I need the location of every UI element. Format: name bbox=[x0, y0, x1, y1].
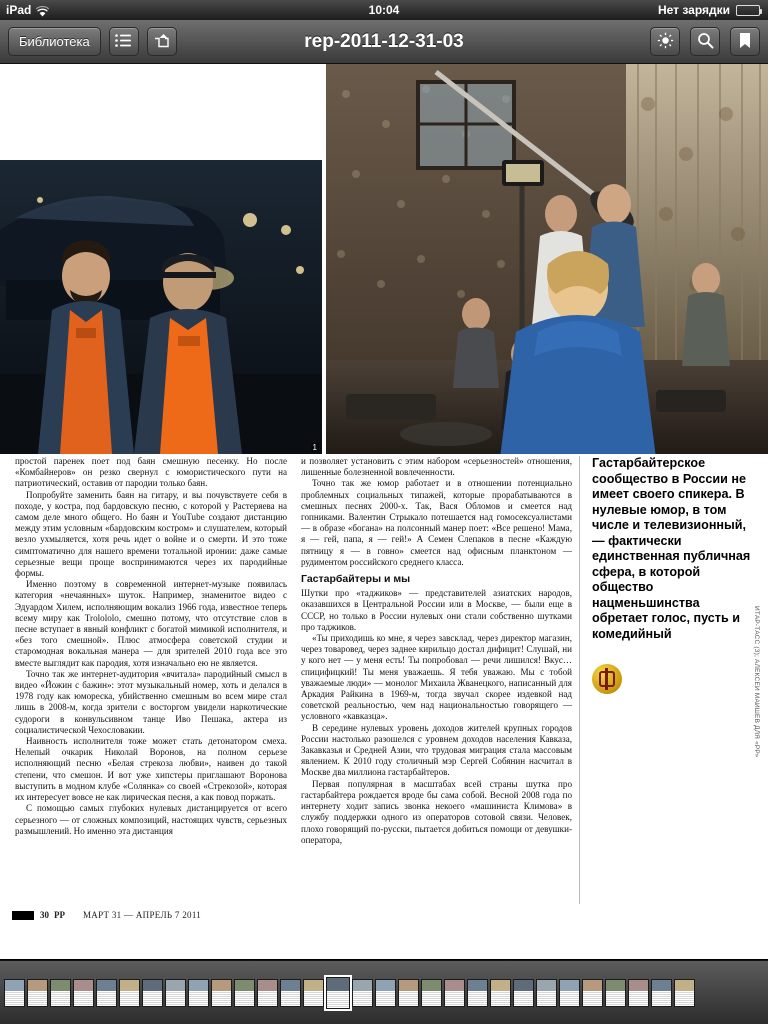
thumbnail-text bbox=[468, 991, 487, 1005]
paragraph: «Ты приходишь ко мне, я через завсклад, через директор магазин, через товаровед, через заднее кирильцо достал дифицит! Слушай, ни у кого нет — у меня есть! Ты попробовал — речи лишился! Вкус… спицифицкий! Ты меня уважаешь. Я тебя уважаю. Мы с тобой уважаемые люди» — монолог Михаила Жванецкого, написанный для Аркадия Райкина в 1969-м, тогда звучал скорее издевкой над советской реальностью, чем над национальностью говорящего — условного «кавказца». bbox=[301, 633, 572, 722]
thumbnail-image bbox=[258, 980, 277, 992]
thumbnail-page[interactable] bbox=[444, 979, 465, 1007]
column-3-pullquote bbox=[580, 456, 760, 926]
thumbnail-image bbox=[422, 980, 441, 992]
thumbnail-image bbox=[583, 980, 602, 992]
thumbnail-image bbox=[514, 980, 533, 992]
thumbnail-page[interactable] bbox=[234, 979, 255, 1007]
thumbnail-page[interactable] bbox=[651, 979, 672, 1007]
thumbnail-page[interactable] bbox=[559, 979, 580, 1007]
thumbnail-page[interactable] bbox=[513, 979, 534, 1007]
photo-two-men bbox=[0, 160, 322, 454]
thumbnail-page[interactable] bbox=[490, 979, 511, 1007]
thumbnail-text bbox=[560, 991, 579, 1005]
thumbnail-page[interactable] bbox=[280, 979, 301, 1007]
thumbnail-image bbox=[606, 980, 625, 992]
thumbnail-image bbox=[189, 980, 208, 992]
clock: 10:04 bbox=[368, 3, 400, 17]
thumbnail-image bbox=[143, 980, 162, 992]
page-footer bbox=[0, 904, 768, 926]
thumbnail-text bbox=[652, 991, 671, 1005]
thumbnail-page[interactable] bbox=[628, 979, 649, 1007]
search-icon bbox=[697, 32, 714, 52]
photo-left-caption: 1 bbox=[312, 443, 317, 452]
thumbnail-image bbox=[51, 980, 70, 992]
library-button-label: Библиотека bbox=[19, 34, 90, 49]
thumbnail-page[interactable] bbox=[582, 979, 603, 1007]
thumbnail-text bbox=[189, 991, 208, 1005]
paragraph: Шутки про «таджиков» — представителей азиатских народов, оказавшихся в Центральной России или в Москве, — были еще в СССР, но только в России нулевых они стали собственно шутками про таджиков. bbox=[301, 588, 572, 632]
thumbnail-text bbox=[258, 991, 277, 1005]
thumbnail-page[interactable] bbox=[257, 979, 278, 1007]
thumbnail-image bbox=[491, 980, 510, 992]
thumbnail-image bbox=[235, 980, 254, 992]
thumbnail-image bbox=[353, 980, 372, 992]
thumbnail-text bbox=[51, 991, 70, 1005]
thumbnail-text bbox=[399, 991, 418, 1005]
thumbnail-text bbox=[304, 991, 323, 1005]
thumbnail-page[interactable] bbox=[211, 979, 232, 1007]
thumbnail-text bbox=[281, 991, 300, 1005]
library-button[interactable] bbox=[8, 27, 101, 56]
thumbnail-text bbox=[212, 991, 231, 1005]
thumbnail-text bbox=[583, 991, 602, 1005]
footer-rule bbox=[12, 911, 34, 920]
thumbnail-image bbox=[560, 980, 579, 992]
thumbnail-image bbox=[399, 980, 418, 992]
paragraph: простой паренек поет под баян смешную песенку. Но после «Комбайнеров» он резко свернул с юмористического пути на патриотический, оставив от пародии только баян. bbox=[15, 456, 287, 489]
thumbnail-image bbox=[537, 980, 556, 992]
paragraph: В середине нулевых уровень доходов жителей крупных городов России настолько разошелся с уровнем доходов населения Кавказа, Закавказья и Средней Азии, что трудовая миграция стала массовым явлением. К 2010 году столичный мэр Сергей Собянин насчитал в Москве два миллиона гастарбайтеров. bbox=[301, 722, 572, 778]
paragraph: Точно так же интернет-аудитория «вчитала» пародийный смысл в видео «Йожин с бажин»: этот музыкальный номер, хоть и делался в 1978 году как юмореска, убийственно смешным во всем мире стал лишь в 2008-м, когда зрители с восторгом увидели наркотические судороги в конвульсивном танце Иво Пешака, актера из социалистической Чехословакии. bbox=[15, 668, 287, 735]
thumbnail-page[interactable] bbox=[375, 979, 396, 1007]
thumbnail-image bbox=[327, 978, 349, 992]
thumbnail-image bbox=[120, 980, 139, 992]
thumbnail-page[interactable] bbox=[50, 979, 71, 1007]
thumbnail-text bbox=[235, 991, 254, 1005]
thumbnail-text bbox=[376, 991, 395, 1005]
thumbnail-page[interactable] bbox=[73, 979, 94, 1007]
bookmark-icon bbox=[739, 32, 751, 52]
thumbnail-scrubber[interactable] bbox=[0, 960, 768, 1024]
thumbnail-image bbox=[376, 980, 395, 992]
thumbnail-image bbox=[304, 980, 323, 992]
article-columns bbox=[0, 456, 768, 926]
thumbnail-image bbox=[468, 980, 487, 992]
thumbnail-image bbox=[629, 980, 648, 992]
column-2 bbox=[294, 456, 580, 926]
thumbnail-text bbox=[537, 991, 556, 1005]
thumbnail-text bbox=[629, 991, 648, 1005]
paragraph: Первая популярная в масштабах всей страны шутка про гастарбайтера рождается вроде бы сама собой. Весной 2008 года по интернету ходит запись звонка некоего «машиниста Климова» в службу поддержки одного из операторов сотовой связи. Человек, плохо говорящий по-русски, пытается добиться помощи от девушки-оператора, bbox=[301, 778, 572, 845]
thumbnail-page[interactable] bbox=[467, 979, 488, 1007]
thumbnail-page[interactable] bbox=[165, 979, 186, 1007]
thumbnail-image bbox=[166, 980, 185, 992]
thumbnail-page[interactable] bbox=[398, 979, 419, 1007]
paragraph: Попробуйте заменить баян на гитару, и вы почувствуете себя в походе, у костра, под бардовскую песню, с которой у Растеряева на самом деле много общего. Но баян и YouTube создают дистанцию между этим условным «бардовским костром» и слушателем, который везло ухмыляется, хотя речь идет о войне и о смерти. И это тоже симптоматично для нашего времени тотальной иронии: даже самые серьезные вещи проще воспринимаются через их пародийные формы. bbox=[15, 489, 287, 579]
footer-magazine-mark: РР bbox=[54, 910, 65, 920]
device-label: iPad bbox=[6, 3, 32, 17]
paragraph: Именно поэтому в современной интернет-музыке появилась категория «нечаянных» шуток. Например, знаменитое видео с Эдуардом Хилем, исполняющим вокализ 1966 года, известное теперь всему миру как Trolololo, смешно потому, что отсутствие слов в песне вступает в явный конфликт с богатой мимикой исполнителя, и «без того смешной». Плюс атмосфера советской студии и старомодная вокальная манера — для зрителей 2010 года все это вместе выглядит как пародия, хотя изначально ею не является. bbox=[15, 579, 287, 668]
thumbnail-page[interactable] bbox=[421, 979, 442, 1007]
reader-toolbar bbox=[0, 20, 768, 64]
paragraph: С помощью самых глубоких нулевых дистанцируется от всего серьезного — от сложных композиций, настоящих чувств, серьезных размышлений. Но именно эта дистанция bbox=[15, 803, 287, 836]
thumbnail-text bbox=[97, 991, 116, 1005]
footer-issue-date: МАРТ 31 — АПРЕЛЬ 7 2011 bbox=[83, 910, 202, 920]
paragraph: Наивность исполнителя тоже может стать детонатором смеха. Нелепый очкарик Николай Воронов, на полном серьезе исполняющий песню «Белая стрекоза любви», наивен до такой степени, что смешон. И вот уже хипстеры приглашают Воронова выступить в модном клубе «Солянка» со своей «Стрекозой», которая их интересует вовсе не как лирическая песня, а как повод поржать. bbox=[15, 736, 287, 803]
thumbnail-page[interactable] bbox=[4, 979, 25, 1007]
battery-icon bbox=[736, 5, 760, 16]
thumbnail-image bbox=[212, 980, 231, 992]
thumbnail-text bbox=[445, 991, 464, 1005]
thumbnail-image bbox=[652, 980, 671, 992]
thumbnail-text bbox=[353, 991, 372, 1005]
share-button[interactable] bbox=[147, 27, 177, 56]
battery-status-label: Нет зарядки bbox=[657, 3, 730, 17]
photo-credit: ИТАР-ТАСС (3); АЛЕКСЕЙ МАЙШЕВ ДЛЯ «РР» bbox=[753, 606, 760, 758]
thumbnail-page[interactable] bbox=[536, 979, 557, 1007]
pull-quote: Гастарбайтерское сообщество в России не имеет своего спикера. В нулевые юмор, в том числе и телевизионный, — фактически единственная публичная сфера, в которой общество нацменьшинства обретает голос, пусть и комедийный bbox=[592, 456, 751, 641]
brightness-icon bbox=[657, 32, 674, 52]
thumbnail-page[interactable] bbox=[352, 979, 373, 1007]
thumbnail-image bbox=[5, 980, 24, 992]
thumbnail-page[interactable] bbox=[605, 979, 626, 1007]
thumbnail-image bbox=[28, 980, 47, 992]
thumbnail-image bbox=[281, 980, 300, 992]
search-button[interactable] bbox=[690, 27, 720, 56]
thumbnail-image bbox=[97, 980, 116, 992]
thumbnail-text bbox=[28, 991, 47, 1005]
thumbnail-text bbox=[120, 991, 139, 1005]
thumbnail-text bbox=[491, 991, 510, 1005]
thumbnail-text bbox=[5, 991, 24, 1005]
thumbnail-page[interactable] bbox=[27, 979, 48, 1007]
section-heading: Гастарбайтеры и мы bbox=[301, 573, 411, 586]
thumbnail-page[interactable] bbox=[326, 977, 350, 1009]
brightness-button[interactable] bbox=[650, 27, 680, 56]
thumbnail-page[interactable] bbox=[119, 979, 140, 1007]
share-icon bbox=[153, 33, 170, 51]
paragraph: и позволяет установить с этим набором «серьезностей» отношения, лишенные болезненной вовлеченности. bbox=[301, 456, 572, 478]
paragraph: Точно так же юмор работает и в отношении потенциально проблемных социальных типажей, которые прорабатываются в смешных песнях 2000-х. Так, Вася Обломов и смеется над гопниками. Валентин Стрыкало потешается над гомосексуалистами — в образе «богана» на полсонный манер поет: «Все решено! Мама, я — гей, папа, я — гей!» А Семен Слепаков в песне «Каждую пятницу я — в говно» смеется над офисным планктоном — рудиментом российского среднего класса. bbox=[301, 478, 572, 567]
thumbnail-text bbox=[606, 991, 625, 1005]
photo-area bbox=[0, 64, 768, 454]
thumbnail-text bbox=[675, 991, 694, 1005]
award-emblem-icon bbox=[592, 664, 622, 694]
thumbnail-page[interactable] bbox=[142, 979, 163, 1007]
column-1 bbox=[8, 456, 294, 926]
thumbnail-image bbox=[675, 980, 694, 992]
bookmark-button[interactable] bbox=[730, 27, 760, 56]
thumbnail-text bbox=[514, 991, 533, 1005]
photo-film-set bbox=[326, 64, 768, 454]
thumbnail-text bbox=[74, 991, 93, 1005]
thumbnail-text bbox=[422, 991, 441, 1005]
thumbnail-text bbox=[327, 991, 349, 1008]
magazine-page[interactable] bbox=[0, 64, 768, 959]
thumbnail-text bbox=[143, 991, 162, 1005]
thumbnail-image bbox=[445, 980, 464, 992]
thumbnail-page[interactable] bbox=[96, 979, 117, 1007]
contents-button[interactable] bbox=[109, 27, 139, 56]
document-title: rep-2011-12-31-03 bbox=[304, 30, 464, 52]
thumbnail-page[interactable] bbox=[188, 979, 209, 1007]
thumbnail-page[interactable] bbox=[303, 979, 324, 1007]
status-bar bbox=[0, 0, 768, 20]
thumbnail-page[interactable] bbox=[674, 979, 695, 1007]
thumbnail-text bbox=[166, 991, 185, 1005]
thumbnail-image bbox=[74, 980, 93, 992]
footer-page-number: 30 bbox=[40, 910, 49, 920]
list-icon bbox=[115, 34, 132, 50]
